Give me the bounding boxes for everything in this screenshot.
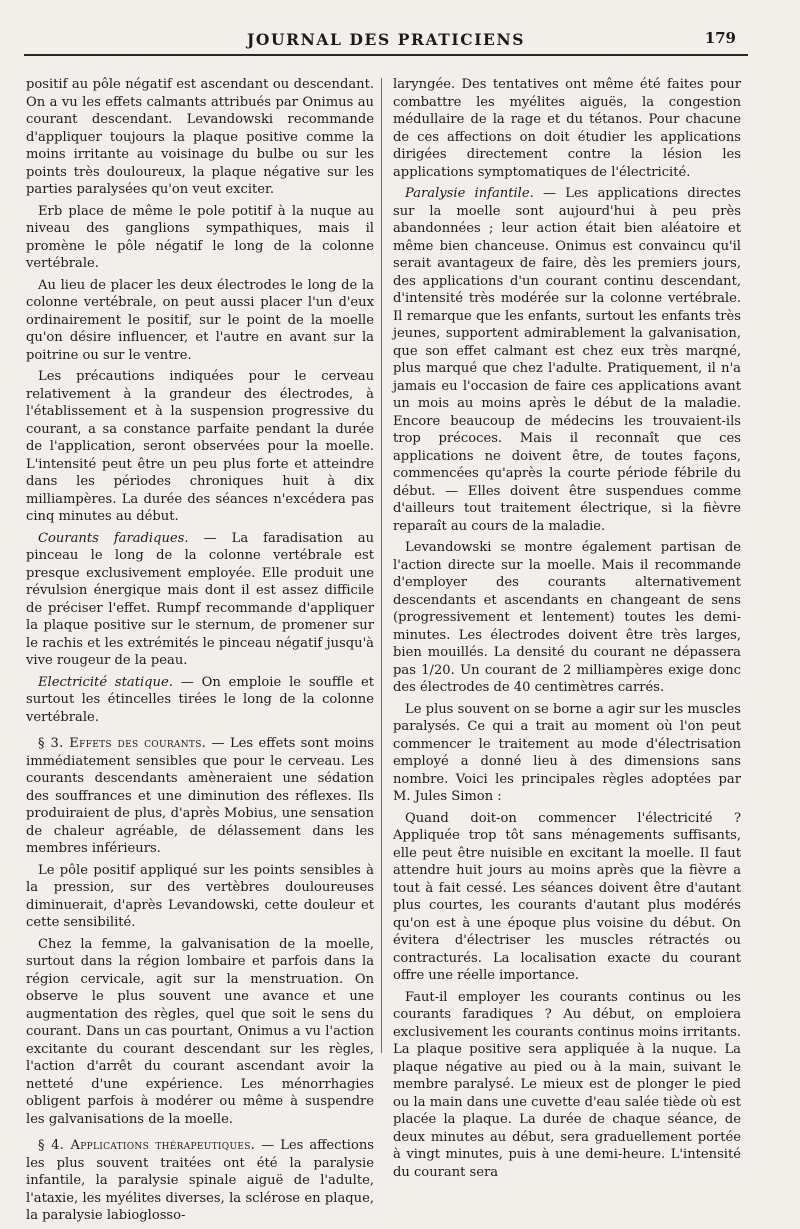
journal-title: JOURNAL DES PRATICIENS (246, 30, 526, 49)
paragraph: Levandowski se montre également partisan de l'action directe sur la moelle. Mais il recommande d'employer des courants alternativement descendants et ascendants en changeant de sens (progressivement et lentement) toutes les demi-minutes. Les électrodes doivent être très larges, bien mouillés. La densité du courant ne dépassera pas 1/20. Un courant de 2 milliampères exige donc des électrodes de 40 centimètres carrés. (393, 540, 741, 695)
paragraph-static (26, 674, 374, 727)
left-column (26, 76, 374, 1229)
subsection-heading: Electricité statique. (38, 674, 173, 690)
column-divider (381, 78, 382, 1053)
paragraph-faradic (26, 530, 374, 670)
paragraph: Quand doit-on commencer l'électricité ? Appliquée trop tôt sans ménagements suffisants, elle peut être nuisible en excitant la moelle. Il faut attendre huit jours au moins après que la fièvre a tout à fait cessé. Les séances doivent être d'autant plus courtes, les courants d'autant plus modérés qu'on est à une époque plus voisine du début. On évitera d'électriser les muscles rétractés ou contracturés. La localisation exacte du courant offre une réelle importance. (393, 810, 741, 983)
page-number: 179 (704, 29, 736, 47)
paragraph-body: — Les affections les plus souvent traitées ont été la paralysie infantile, la paralysie spinale aiguë de l'adulte, l'ataxie, les myélites diverses, la sclérose en plaque, la paralysie labioglosso- (26, 1138, 374, 1223)
paragraph: Le plus souvent on se borne a agir sur les muscles paralysés. Ce qui a trait au moment où l'on peut commencer le traitement au mode d'électrisation employé a donné lieu à des dimensions sans nombre. Voici les principales règles adoptées par M. Jules Simon : (393, 701, 741, 804)
paragraph: Erb place de même le pole potitif à la nuque au niveau des ganglions sympathiques, mais il promène le pôle négatif le long de la colonne vertébrale. (26, 203, 374, 271)
section-3 (26, 735, 374, 858)
section-heading: § 4. Applications thérapeutiques. (38, 1138, 256, 1153)
subsection-heading: Courants faradiques. (38, 530, 189, 546)
paragraph-infantile (393, 185, 741, 535)
page-header (24, 28, 748, 56)
paragraph-body: — Les applications directes sur la moelle sont aujourd'hui à peu près abandonnées ; leur action était bien aléatoire et même bien chanceuse. Onimus est convaincu qu'il serait avantageux de faire, dès les premiers jours, des applications d'un courant continu descendant, d'intensité très modérée sur la colonne vertébrale. Il remarque que les enfants, surtout les enfants très jeunes, supportent admirablement la galvanisation, que son effet calmant est chez eux très marqné, plus marqué que chez l'adulte. Pratiquement, il n'a jamais eu l'occasion de faire ces applications avant un mois au moins après le début de la maladie. Encore beaucoup de médecins les trouvaient-ils trop précoces. Mais il reconnaît que ces applications ne doivent être, de toutes façons, commencées qu'après la courte période fébrile du début. — Elles doivent être suspendues comme d'ailleurs tout traitement électrique, si la fièvre reparaît au cours de la maladie. (393, 186, 741, 534)
paragraph: positif au pôle négatif est ascendant ou descendant. On a vu les effets calmants attribués par Onimus au courant descendant. Levandowski recommande d'appliquer toujours la plaque positive comme la moins irritante au voisinage du bulbe ou sur les points très douloureux, la plaque négative sur les parties paralysées qu'on veut exciter. (26, 77, 374, 197)
right-column (393, 76, 741, 1185)
paragraph-body: — La faradisation au pinceau le long de la colonne vertébrale est presque exclusivement employée. Elle produit une révulsion énergique mais dont il est assez difficile de préciser l'effet. Rumpf recommande d'appliquer la plaque positive sur le sternum, de promener sur le rachis et les extrémités le pinceau négatif jusqu'à vive rougeur de la peau. (26, 530, 374, 668)
paragraph: Faut-il employer les courants continus ou les courants faradiques ? Au début, on emploiera exclusivement les courants continus moins irritants. La plaque positive sera appliquée à la nuque. La plaque négative au pied ou à la main, suivant le membre paralysé. Le mieux est de plonger le pied ou la main dans une cuvette d'eau salée tiède où est placée la plaque. La durée de chaque séance, de deux minutes au début, sera graduellement portée à vingt minutes, puis à une demi-heure. L'intensité du courant sera (393, 989, 741, 1180)
paragraph: Les précautions indiquées pour le cerveau relativement à la grandeur des électrodes, à l'établissement et à la suspension progressive du courant, a sa constance parfaite pendant la durée de l'application, seront observées pour la moelle. L'intensité peut être un peu plus forte et atteindre dans les périodes chroniques huit à dix milliampères. La durée des séances n'excédera pas cinq minutes au début. (26, 369, 374, 524)
paragraph: Au lieu de placer les deux électrodes le long de la colonne vertébrale, on peut aussi placer l'un d'eux ordinairement le positif, sur le point de la moelle qu'on désire influencer, et l'autre en avant sur la poitrine ou sur le ventre. (26, 277, 374, 363)
subsection-heading: Paralysie infantile. (405, 186, 534, 201)
paragraph: laryngée. Des tentatives ont même été faites pour combattre les myélites aiguës, la congestion médullaire de la rage et du tétanos. Pour chacune de ces affections on doit étudier les applications dirigées directement contre la lésion les applications symptomatiques de l'électricité. (393, 77, 741, 180)
section-heading: § 3. Effets des courants. (38, 736, 207, 751)
paragraph-body: — On emploie le souffle et surtout les étincelles tirées le long de la colonne vertébrale. (26, 674, 374, 725)
paragraph: Le pôle positif appliqué sur les points sensibles à la pression, sur des vertèbres douloureuses diminuerait, d'après Levandowski, cette douleur et cette sensibilité. (26, 862, 374, 930)
paragraph: Chez la femme, la galvanisation de la moelle, surtout dans la région lombaire et parfois dans la région cervicale, agit sur la menstruation. On observe le plus souvent une avance et une augmentation des règles, quel que soit le sens du courant. Dans un cas pourtant, Onimus a vu l'action excitante du courant descendant sur les règles, l'action d'arrêt du courant ascendant avoir la netteté d'une expérience. Les ménorrhagies obligent parfois à modérer ou même à suspendre les galvanisations de la moelle. (26, 936, 374, 1127)
section-4 (26, 1137, 374, 1225)
paragraph-body: — Les effets sont moins immédiatement sensibles que pour le cerveau. Les courants descendants amèneraient une sédation des souffrances et une diminution des réflexes. Ils produiraient de plus, d'après Mobius, une sensation de chaleur agréable, de délassement dans les membres inférieurs. (26, 736, 374, 856)
